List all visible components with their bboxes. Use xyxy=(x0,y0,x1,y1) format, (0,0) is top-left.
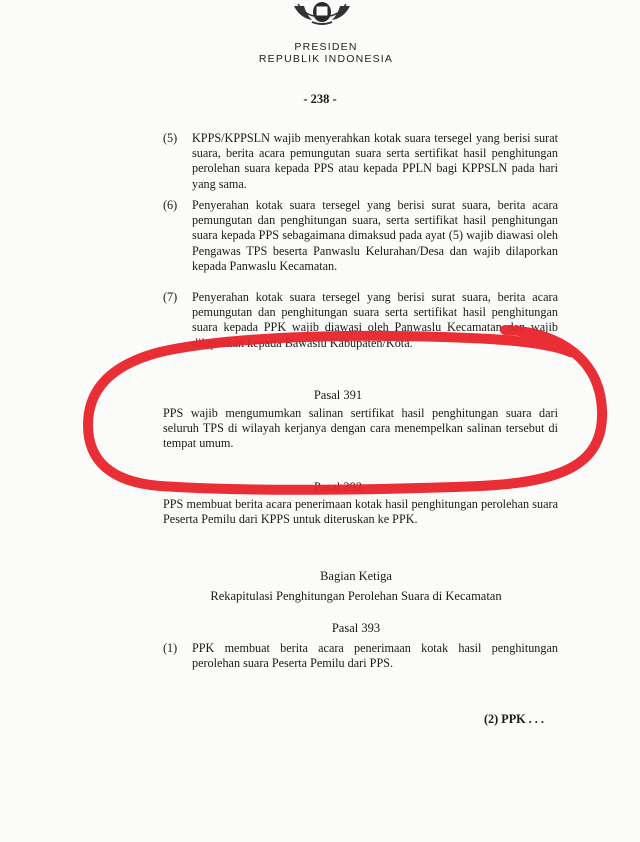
item-number-5: (5) xyxy=(163,131,178,145)
continuation-text: (2) PPK . . . xyxy=(484,712,544,726)
item-text-7: Penyerahan kotak suara tersegel yang berisi surat suara, berita acara pemungutan dan penghitungan suara serta sertifikat hasil penghitungan suara kepada PPK wajib diawasi oleh Panwaslu Kecamatan dan wajib dilaporkan kepada Bawaslu Kabupaten/Kota. xyxy=(192,290,558,350)
item-number-7: (7) xyxy=(163,290,178,304)
pasal-392-title: Pasal 392 xyxy=(313,480,363,494)
pasal-392-text: PPS membuat berita acara penerimaan kotak hasil penghitungan perolehan suara Peserta Pemilu dari KPPS untuk diteruskan ke PPK. xyxy=(163,497,558,527)
section-title: Bagian Ketiga xyxy=(320,569,392,583)
section-subtitle: Rekapitulasi Penghitungan Perolehan Suara di Kecamatan xyxy=(210,589,502,603)
pasal-393-title: Pasal 393 xyxy=(331,621,381,635)
item-text-6: Penyerahan kotak suara tersegel yang berisi surat suara, berita acara pemungutan dan penghitungan suara, serta sertifikat hasil penghitungan suara kepada PPS sebagaimana dimaksud pada ayat (5) wajib diawasi oleh Pengawas TPS beserta Panwaslu Kelurahan/Desa dan wajib dilaporkan kepada Panwaslu Kecamatan. xyxy=(192,198,558,273)
header-republik-indonesia: REPUBLIK INDONESIA xyxy=(258,53,394,65)
pasal-391-title: Pasal 391 xyxy=(313,388,363,402)
item-text-5: KPPS/KPPSLN wajib menyerahkan kotak suara tersegel yang berisi surat suara, berita acara pemungutan suara serta sertifikat hasil penghitungan perolehan suara kepada PPS atau kepada PPLN bagi KPPSLN pada hari yang sama. xyxy=(192,131,558,191)
item-number-6: (6) xyxy=(163,198,178,212)
garuda-emblem-icon xyxy=(290,0,354,26)
pasal-393-item-text: PPK membuat berita acara penerimaan kotak hasil penghitungan perolehan suara Peserta Pemilu dari PPS. xyxy=(192,641,558,671)
pasal-393-item-number: (1) xyxy=(163,641,178,655)
page-number: - 238 - xyxy=(303,92,337,106)
pasal-391-text: PPS wajib mengumumkan salinan sertifikat hasil penghitungan suara dari seluruh TPS di wilayah kerjanya dengan cara menempelkan salinan tersebut di tempat umum. xyxy=(163,406,558,451)
header-presiden: PRESIDEN xyxy=(294,41,358,53)
